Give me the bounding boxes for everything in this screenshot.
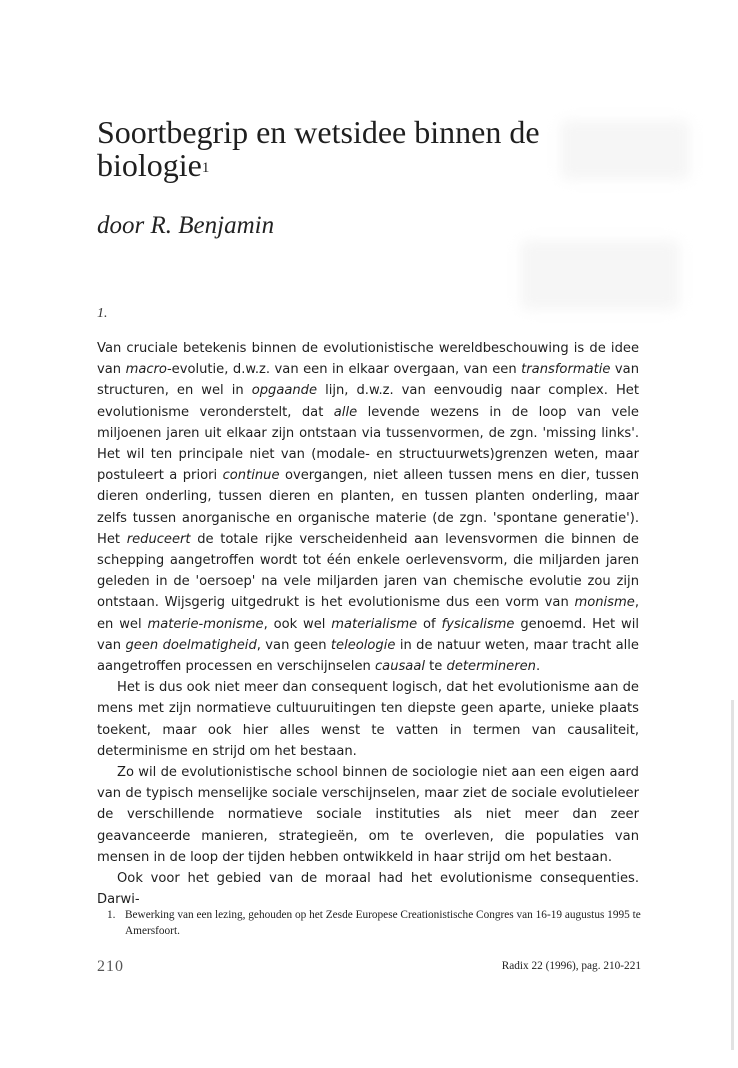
emphasis-text: materie-monisme bbox=[147, 616, 264, 632]
body-paragraph bbox=[97, 762, 639, 868]
paragraph-text: , ook wel bbox=[263, 616, 332, 632]
paragraph-text: lijn, d.w.z. van eenvoudig naar complex. Het evolutionisme veronderstelt, dat bbox=[97, 383, 639, 420]
paragraph-text: Van cruciale betekenis binnen de evolutionistische wereldbeschouwing is de idee van bbox=[97, 341, 639, 378]
footnote-number: 1. bbox=[107, 909, 116, 921]
page-edge-shadow bbox=[731, 700, 734, 1050]
body-paragraph bbox=[97, 868, 639, 910]
emphasis-text: monisme bbox=[574, 595, 635, 611]
footnote bbox=[107, 907, 642, 939]
emphasis-text: fysicalisme bbox=[441, 616, 515, 632]
paragraph-text: in de natuur weten, maar tracht alle aangetroffen processen en verschijnselen bbox=[97, 637, 639, 675]
page-number: 210 bbox=[97, 958, 124, 975]
paragraph-text: of bbox=[417, 616, 442, 632]
paragraph-text: , van geen bbox=[256, 637, 331, 653]
paragraph-text: de totale rijke verscheidenheid aan levensvormen die binnen de schepping aangetroffen wordt tot één enkele oerlevensvorm, die miljarden jaren geleden in de 'oersoep' na vele miljarden jaren van chemische evolutie zou zijn ontstaan. Wijsgerig uitgedrukt is het evolutionisme dus een vorm van bbox=[97, 531, 639, 611]
emphasis-text: opgaande bbox=[251, 383, 318, 399]
emphasis-text: alle bbox=[333, 404, 358, 420]
emphasis-text: geen doelmatigheid bbox=[125, 637, 257, 653]
section-number: 1. bbox=[97, 306, 108, 321]
footnote-text: Bewerking van een lezing, gehouden op het Zesde Europese Creationistische Congres van 16-19 augustus 1995 te Amersfoort. bbox=[125, 909, 641, 937]
paragraph-text: genoemd. Het wil van bbox=[97, 616, 640, 653]
paragraph-text: , en wel bbox=[97, 595, 639, 632]
emphasis-text: causaal bbox=[374, 659, 425, 675]
paragraph-text: Zo wil de evolutionistische school binnen de sociologie niet aan een eigen aard van de typisch menselijke sociale verschijnselen, maar ziet de sociale evolutieleer de verschillende normatieve sociale instituties als niet meer dan zeer geavanceerde manieren, strategieën, om te overleven, die populaties van mensen in de loop der tijden hebben ontwikkeld in haar strijd om het bestaan. bbox=[97, 765, 639, 865]
paragraph-text: . bbox=[535, 659, 541, 675]
emphasis-text: determineren bbox=[446, 659, 536, 675]
body-paragraph bbox=[97, 338, 639, 677]
paragraph-text: van structuren, en wel in bbox=[97, 362, 639, 399]
emphasis-text: macro bbox=[125, 362, 167, 378]
paragraph-text: Het is dus ook niet meer dan consequent logisch, dat het evolutionisme aan de mens met zijn normatieve cultuuruitingen ten diepste geen aparte, unieke plaats toekent, maar ook hier alles wenst te vatten in termen van causaliteit, determinisme en strijd om het bestaan. bbox=[97, 680, 639, 759]
title-footnote-marker: 1 bbox=[201, 160, 210, 176]
paragraph-text: levende wezens in de loop van vele miljoenen jaren uit elkaar zijn ontstaan via tussenvormen, de zgn. 'missing links'. Het wil ten principale niet van (modale- en structuurwets)grenzen weten, maar postuleert a priori bbox=[97, 404, 639, 484]
journal-reference: Radix 22 (1996), pag. 210-221 bbox=[501, 960, 641, 972]
paragraph-text: overgangen, niet alleen tussen mens en dier, tussen dieren onderling, tussen dieren en planten, en tussen planten onderling, maar zelfs tussen anorganische en organische materie (de zgn. 'spontane generatie'). Het bbox=[97, 468, 639, 547]
article-author: door R. Benjamin bbox=[97, 212, 275, 239]
emphasis-text: continue bbox=[222, 468, 280, 484]
article-title-text: Soortbegrip en wetsidee binnen de biologie bbox=[97, 114, 540, 183]
emphasis-text: reduceert bbox=[126, 531, 191, 547]
emphasis-text: materialisme bbox=[331, 616, 418, 632]
article-body bbox=[97, 338, 639, 910]
emphasis-text: teleologie bbox=[330, 637, 396, 653]
paragraph-text: -evolutie, d.w.z. van een in elkaar overgaan, van een bbox=[166, 362, 522, 378]
paragraph-text: Ook voor het gebied van de moraal had het evolutionisme consequenties. Darwi- bbox=[97, 871, 639, 908]
article-title bbox=[97, 116, 617, 182]
paragraph-text: te bbox=[425, 659, 447, 675]
scan-smudge bbox=[520, 240, 680, 310]
emphasis-text: transformatie bbox=[521, 362, 611, 378]
body-paragraph bbox=[97, 677, 639, 762]
